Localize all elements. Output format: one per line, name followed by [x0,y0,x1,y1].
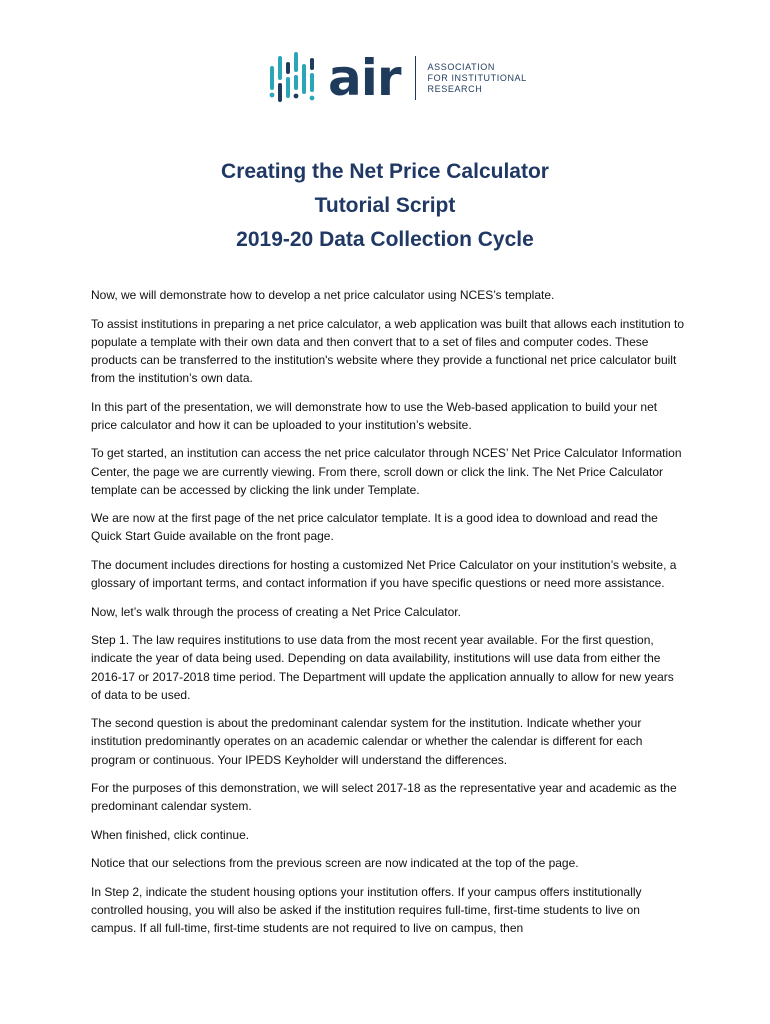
logo-text-line-3: RESEARCH [427,83,483,94]
air-logo-word: air [328,49,401,107]
paragraph: Now, let’s walk through the process of creating a Net Price Calculator. [91,604,461,619]
air-logo [268,50,527,106]
paragraph: The document includes directions for hosting a customized Net Price Calculator on your institution’s website, a glossary of important terms, and contact information if you have specific questions or need more assistance. [91,557,677,591]
paragraph: Now, we will demonstrate how to develop a net price calculator using NCES’s template. [91,288,555,302]
logo-org-name [428,62,527,95]
air-logo-mark-icon [268,50,320,106]
paragraph: To get started, an institution can access the net price calculator through NCES’ Net Price Calculator Information Center, the page we are currently viewing. From there, scroll down or click the link. The Net Price Calculator template can be accessed by clicking the link under Template. [91,446,682,497]
paragraph: In Step 2, indicate the student housing options your institution offers. If your campus offers institutionally controlled housing, you will also be asked if the institution requires full-time, first-time students to live on campus. If all full-time, first-time students are not required to live on campus, then [91,884,642,936]
title-line-3: 2019-20 Data Collection Cycle [236,228,534,251]
document-title [0,155,770,257]
paragraph: Step 1. The law requires institutions to use data from the most recent year available. For the first question, indicate the year of data being used. Depending on data availability, institutions will use data from either the 2016-17 or 2017-2018 time period. The Department will update the application annually to allow for new years of data to be used. [91,633,674,702]
paragraph: The second question is about the predominant calendar system for the institution. Indicate whether your institution predominantly operates on an academic calendar or whether the calendar is different for each program or continuous. Your IPEDS Keyholder will understand the differences. [91,716,643,767]
paragraph: In this part of the presentation, we will demonstrate how to use the Web-based application to build your net price calculator and how it can be uploaded to your institution’s website. [91,399,658,432]
logo-text-line-1: ASSOCIATION [427,61,495,72]
paragraph: Notice that our selections from the previous screen are now indicated at the top of the page. [91,856,579,871]
paragraph: We are now at the first page of the net price calculator template. It is a good idea to download and read the Quick Start Guide available on the front page. [91,511,658,544]
title-line-1: Creating the Net Price Calculator [221,160,549,183]
document-body [91,286,684,948]
logo-text-line-2: FOR INSTITUTIONAL [427,72,527,83]
paragraph: For the purposes of this demonstration, we will select 2017-18 as the representative year and academic as the predominant calendar system. [91,781,677,814]
paragraph: To assist institutions in preparing a net price calculator, a web application was built that allows each institution to populate a template with their own data and then convert that to a set of files and computer codes. These products can be transferred to the institution's website where they provide a functional net price calculator built from the institution’s own data. [91,316,684,386]
logo-divider [415,56,416,100]
paragraph: When finished, click continue. [91,827,250,842]
title-line-2: Tutorial Script [314,194,456,217]
